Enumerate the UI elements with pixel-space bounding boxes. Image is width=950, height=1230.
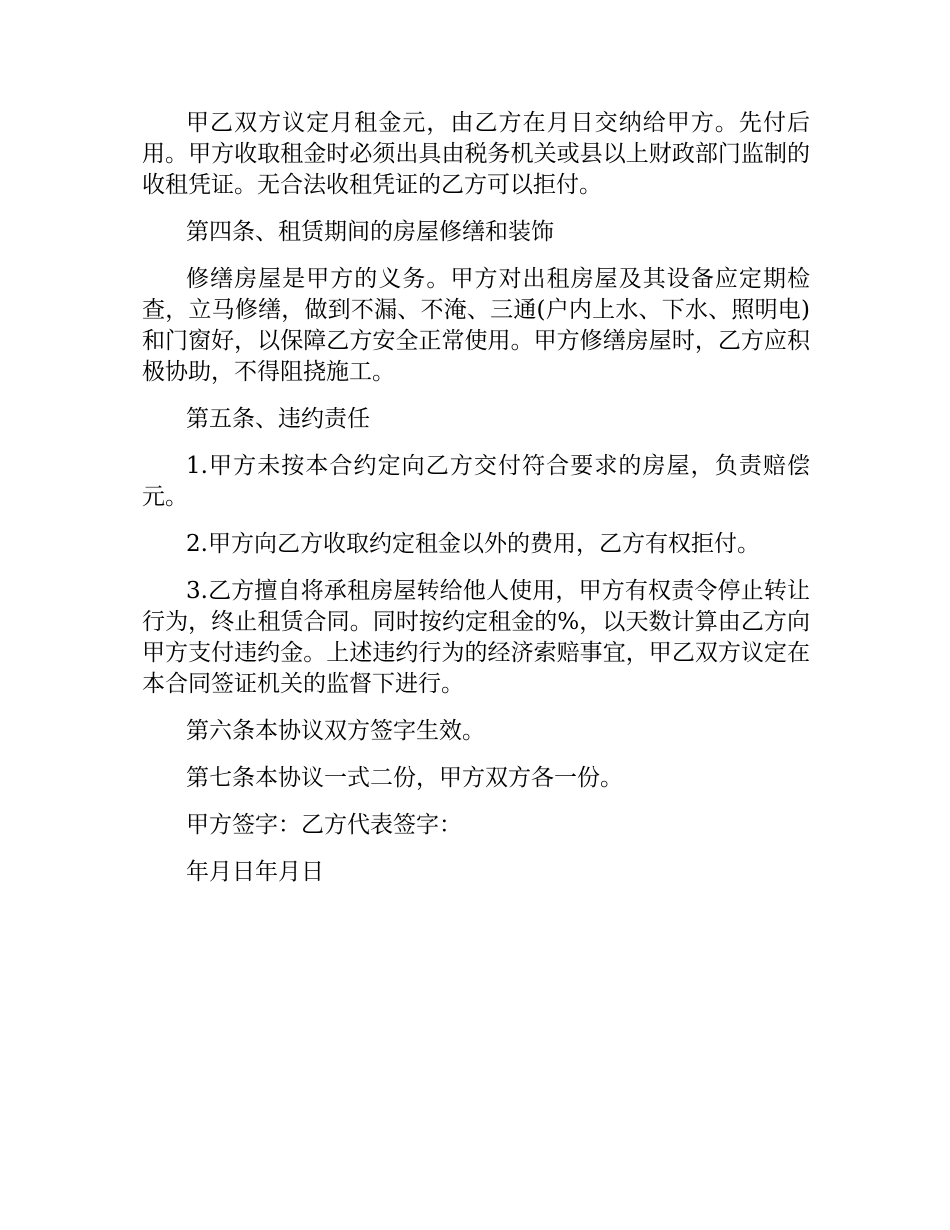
liability-item-2: 2.甲方向乙方收取约定租金以外的费用，乙方有权拒付。: [186, 531, 760, 557]
article-7-text: 第七条本协议一式二份，甲方双方各一份。: [186, 765, 623, 791]
article-5-heading: 第五条、违约责任: [186, 406, 370, 432]
signature-line: 甲方签字：乙方代表签字：: [186, 812, 462, 838]
date-line: 年月日年月日: [186, 859, 324, 885]
liability-item-3: 3.乙方擅自将承租房屋转给他人使用，甲方有权责令停止转让行为，终止租赁合同。同时按约定租金的%，以天数计算由乙方向甲方支付违约金。上述违约行为的经济索赔事宜，甲乙双方议定在本合同签证机关的监督下进行。: [142, 578, 810, 697]
liability-item-1: 1.甲方未按本合约定向乙方交付符合要求的房屋，负责赔偿元。: [142, 453, 810, 510]
article-6-text: 第六条本协议双方签字生效。: [186, 718, 485, 744]
rent-payment-paragraph: 甲乙双方议定月租金元，由乙方在月日交纳给甲方。先付后用。甲方收取租金时必须出具由税务机关或县以上财政部门监制的收租凭证。无合法收租凭证的乙方可以拒付。: [142, 110, 810, 198]
document-page: [142, 108, 810, 904]
repair-paragraph: 修缮房屋是甲方的义务。甲方对出租房屋及其设备应定期检查，立马修缮，做到不漏、不淹、三通(户内上水、下水、照明电)和门窗好，以保障乙方安全正常使用。甲方修缮房屋时，乙方应积极协助，不得阻挠施工。: [142, 266, 810, 385]
article-4-heading: 第四条、租赁期间的房屋修缮和装饰: [186, 219, 554, 245]
